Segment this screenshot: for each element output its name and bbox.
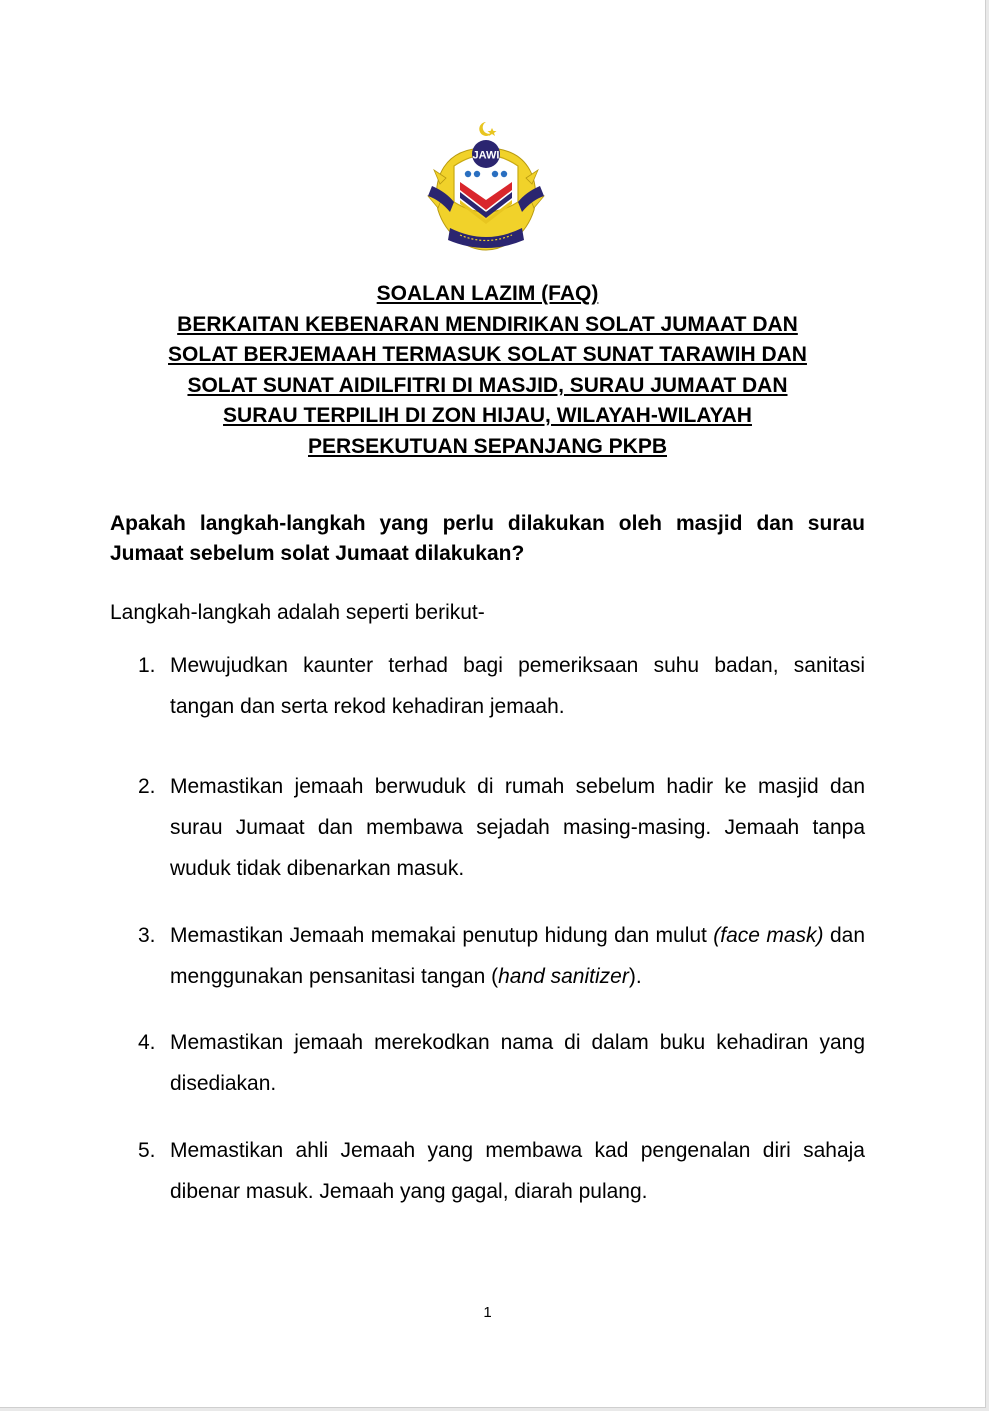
title-line: PERSEKUTUAN SEPANJANG PKPB [308, 434, 667, 458]
list-number: 5. [138, 1139, 156, 1162]
list-item [138, 915, 865, 997]
list-text: Memastikan ahli Jemaah yang membawa kad pengenalan diri sahaja dibenar masuk. Jemaah yang gagal, diarah pulang. [170, 1139, 865, 1203]
title-line: SURAU TERPILIH DI ZON HIJAU, WILAYAH-WILAYAH [223, 404, 752, 427]
list-number: 1. [138, 654, 156, 677]
list-item [138, 645, 865, 727]
list-text [170, 915, 865, 997]
logo-text: JAWI [472, 149, 500, 162]
title-line: SOALAN LAZIM (FAQ) [376, 282, 599, 305]
list-item [138, 1022, 865, 1104]
list-text-part: ). [628, 965, 642, 988]
title-line: SOLAT BERJEMAAH TERMASUK SOLAT SUNAT TARAWIH DAN [168, 343, 807, 366]
page-number: 1 [483, 1304, 492, 1321]
list-text-part: dan menggunakan pensanitasi tangan ( [170, 924, 866, 988]
list-text-italic: hand sanitizer [498, 965, 629, 988]
list-text: Memastikan jemaah berwuduk di rumah sebelum hadir ke masjid dan surau Jumaat dan membawa sejadah masing-masing. Jemaah tanpa wuduk tidak dibenarkan masuk. [170, 775, 865, 880]
title-line: BERKAITAN KEBENARAN MENDIRIKAN SOLAT JUMAAT DAN [177, 312, 798, 336]
faq-question: Apakah langkah-langkah yang perlu dilakukan oleh masjid dan surau Jumaat sebelum solat Jumaat dilakukan? [110, 512, 865, 565]
title-line: SOLAT SUNAT AIDILFITRI DI MASJID, SURAU JUMAAT DAN [187, 373, 788, 397]
jawi-emblem-logo [424, 118, 548, 252]
answer-intro: Langkah-langkah adalah seperti berikut- [110, 601, 485, 624]
list-text: Memastikan jemaah merekodkan nama di dalam buku kehadiran yang disediakan. [170, 1031, 865, 1095]
document-title [110, 279, 865, 462]
list-item [138, 1130, 865, 1212]
list-number: 3. [138, 924, 156, 947]
list-item [138, 766, 865, 889]
list-text-italic: (face mask) [713, 924, 824, 947]
list-text: Mewujudkan kaunter terhad bagi pemeriksaan suhu badan, sanitasi tangan dan serta rekod kehadiran jemaah. [170, 654, 865, 718]
list-text-part: Memastikan Jemaah memakai penutup hidung dan mulut [170, 924, 714, 947]
list-number: 4. [138, 1031, 156, 1054]
list-number: 2. [138, 775, 156, 798]
